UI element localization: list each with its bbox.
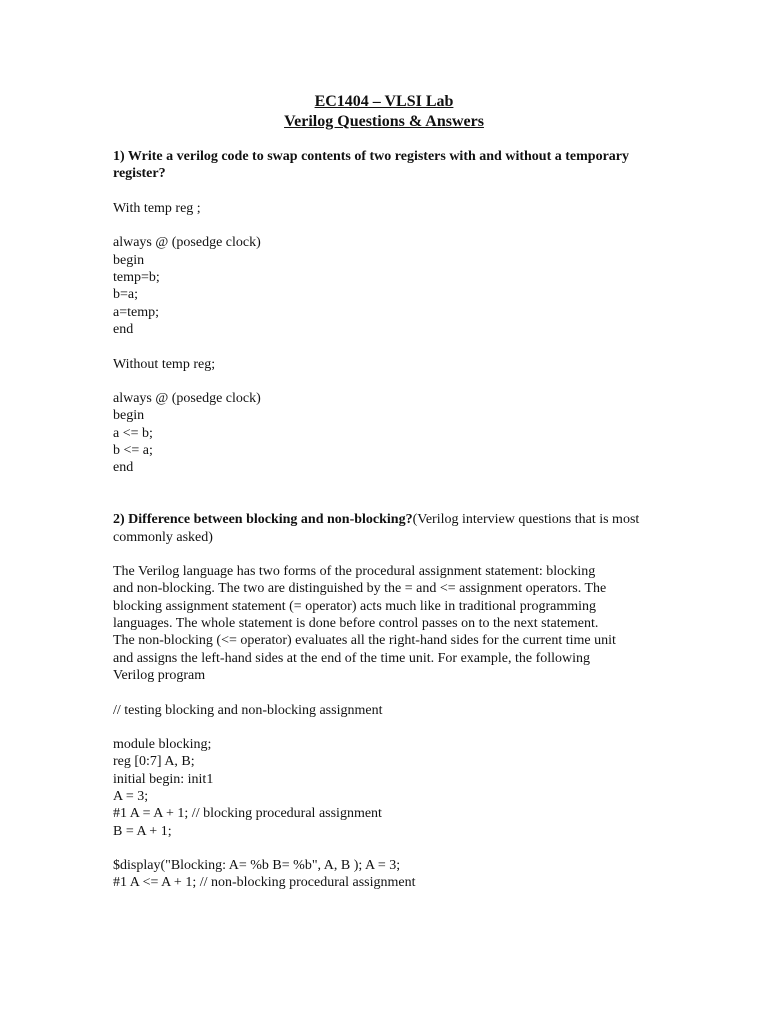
code-line: temp=b;	[113, 270, 160, 286]
code-line: #1 A <= A + 1; // non-blocking procedural assignment	[113, 875, 416, 891]
document-body	[113, 148, 653, 892]
code-line: always @ (posedge clock)	[113, 235, 261, 251]
explanation-paragraph	[113, 563, 653, 684]
document-title: Verilog Questions & Answers	[284, 113, 484, 130]
code-comment: // testing blocking and non-blocking assignment	[113, 702, 383, 718]
code-line: b=a;	[113, 287, 138, 303]
without-temp-label: Without temp reg;	[113, 356, 216, 372]
question-2	[113, 511, 653, 546]
text-line: The Verilog language has two forms of the procedural assignment statement: blocking	[113, 564, 596, 580]
text-line: The non-blocking (<= operator) evaluates all the right-hand sides for the current time unit	[113, 633, 616, 649]
with-temp-label: With temp reg ;	[113, 200, 201, 216]
question-1: 1) Write a verilog code to swap contents of two registers with and without a temporary register?	[113, 149, 629, 182]
course-title: EC1404 – VLSI Lab	[314, 93, 454, 110]
text-line: and non-blocking. The two are distinguished by the = and <= assignment operators. The	[113, 581, 607, 597]
with-temp-code	[113, 234, 653, 338]
title-block	[0, 92, 768, 132]
code-line: b <= a;	[113, 443, 153, 459]
question-2-bold: 2) Difference between blocking and non-blocking?	[113, 512, 413, 528]
code-line: a=temp;	[113, 304, 159, 320]
text-line: blocking assignment statement (= operator) acts much like in traditional programming	[113, 598, 596, 614]
code-line: A = 3;	[113, 788, 149, 804]
code-line: $display("Blocking: A= %b B= %b", A, B ); A = 3;	[113, 858, 401, 874]
code-line: a <= b;	[113, 425, 153, 441]
code-line: #1 A = A + 1; // blocking procedural assignment	[113, 806, 382, 822]
display-code	[113, 857, 653, 892]
code-line: B = A + 1;	[113, 823, 172, 839]
text-line: Verilog program	[113, 667, 206, 683]
code-line: initial begin: init1	[113, 771, 214, 787]
code-line: end	[113, 460, 134, 476]
code-line: end	[113, 321, 134, 337]
code-line: module blocking;	[113, 737, 212, 753]
without-temp-code	[113, 390, 653, 476]
code-line: begin	[113, 408, 145, 424]
question-2-rest: (Verilog interview questions that is most commonly asked)	[113, 512, 640, 545]
module-code	[113, 736, 653, 840]
code-line: always @ (posedge clock)	[113, 391, 261, 407]
text-line: languages. The whole statement is done before control passes on to the next statement.	[113, 616, 599, 632]
code-line: begin	[113, 252, 145, 268]
text-line: and assigns the left-hand sides at the end of the time unit. For example, the following	[113, 650, 591, 666]
code-line: reg [0:7] A, B;	[113, 754, 195, 770]
